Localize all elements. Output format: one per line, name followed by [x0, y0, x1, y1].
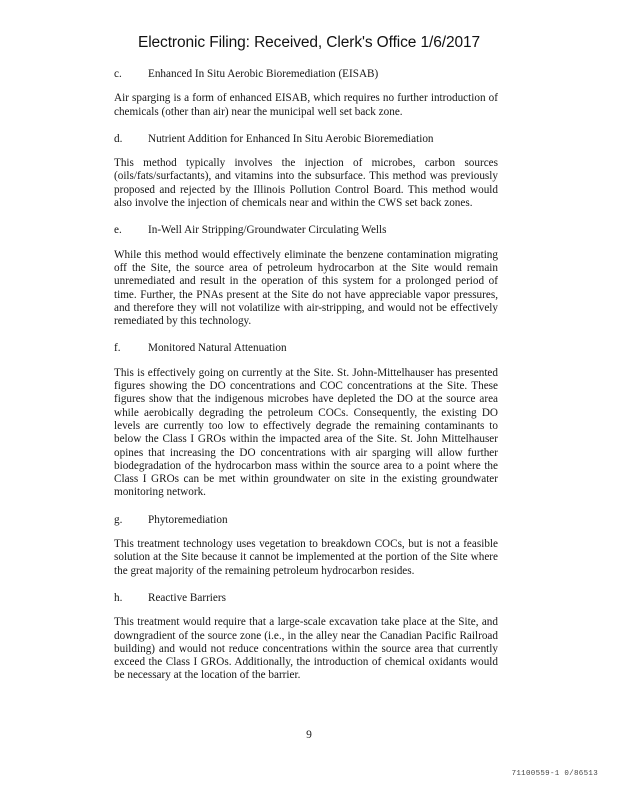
section-heading — [114, 133, 498, 146]
bates-number: 71100559-1 0/86513 — [511, 770, 598, 778]
page-number: 9 — [306, 729, 312, 741]
section-heading — [114, 514, 498, 527]
document-body — [114, 68, 498, 697]
section-h — [114, 592, 498, 683]
section-letter: c. — [114, 68, 122, 80]
section-paragraph: While this method would effectively eliminate the benzene contamination migrating off the Site, the source area of petroleum hydrocarbon at the Site would remain unremediated and result in the operation of this system for a prolonged period of time. Further, the PNAs present at the Site do not have appreciable vapor pressures, and therefore they will not volatilize with air-stripping, and would not be effectively remediated by this technology. — [114, 248, 498, 328]
section-g — [114, 514, 498, 578]
section-paragraph: This treatment technology uses vegetation to breakdown COCs, but is not a feasible solution at the Site because it cannot be implemented at the portion of the Site where the great majority of the remaining petroleum hydrocarbon resides. — [114, 538, 498, 577]
section-heading — [114, 68, 498, 81]
section-e — [114, 224, 498, 328]
section-title: Nutrient Addition for Enhanced In Situ Aerobic Bioremediation — [148, 132, 434, 145]
section-letter: f. — [114, 342, 121, 355]
electronic-filing-header: Electronic Filing: Received, Clerk's Office 1/6/2017 — [137, 34, 481, 51]
section-title: Enhanced In Situ Aerobic Bioremediation (EISAB) — [148, 68, 379, 80]
section-letter: e. — [114, 224, 122, 237]
section-heading — [114, 224, 498, 237]
section-paragraph: This method typically involves the injection of microbes, carbon sources (oils/fats/surfactants), and vitamins into the subsurface. This method was previously proposed and rejected by the Illinois Pollution Control Board. This method would also involve the injection of chemicals near and within the CWS set back zones. — [114, 157, 498, 210]
section-title: Phytoremediation — [148, 513, 228, 526]
section-letter: g. — [114, 513, 123, 526]
section-paragraph: This is effectively going on currently at the Site. St. John-Mittelhauser has presented figures showing the DO concentrations and COC concentrations at the Site. These figures show that the indigenous microbes have depleted the DO at the source area while aerobically degrading the petroleum COCs. Consequently, the existing DO levels are currently too low to effectively degrade the remaining contaminants to below the Class I GROs within the impacted area of the Site. St. John Mittelhauser opines that increasing the DO concentrations with air sparging will allow further biodegradation of the hydrocarbon mass within the source area to a point where the Class I GROs can be met within groundwater on site in the existing groundwater monitoring network. — [114, 366, 498, 499]
section-paragraph: Air sparging is a form of enhanced EISAB, which requires no further introduction of chemicals (other than air) near the municipal well set back zone. — [114, 92, 498, 118]
section-heading — [114, 592, 498, 605]
section-paragraph: This treatment would require that a large-scale excavation take place at the Site, and downgradient of the source zone (i.e., in the alley near the Canadian Pacific Railroad building) and would not reduce concentrations within the source area that currently exceed the Class I GROs. Additionally, the introduction of chemical oxidants would be necessary at the location of the barrier. — [114, 616, 498, 682]
section-letter: h. — [114, 591, 123, 604]
section-c — [114, 68, 498, 119]
section-heading — [114, 342, 498, 355]
section-d — [114, 133, 498, 210]
section-letter: d. — [114, 132, 123, 145]
section-f — [114, 342, 498, 499]
section-title: Monitored Natural Attenuation — [148, 342, 287, 355]
section-title: In-Well Air Stripping/Groundwater Circulating Wells — [148, 224, 387, 237]
section-title: Reactive Barriers — [148, 591, 226, 604]
